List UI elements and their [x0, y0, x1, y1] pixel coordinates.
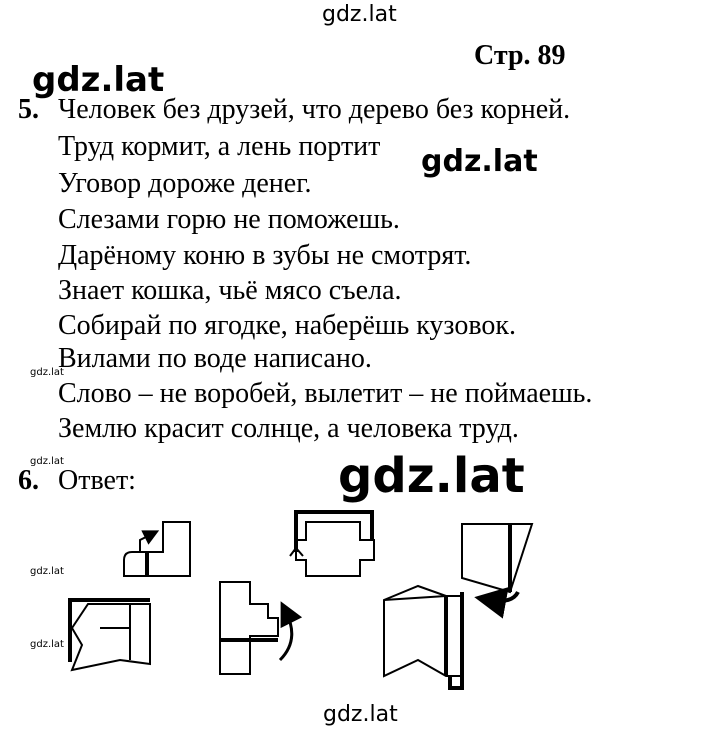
figure-2 [290, 512, 374, 576]
watermark-small-4: gdz.lat [30, 639, 64, 650]
watermark-bottom: gdz.lat [323, 702, 398, 727]
figure-6 [384, 586, 462, 688]
task6-answer-label: Ответ: [58, 465, 136, 496]
task5-line-10: Землю красит солнце, а человека труд. [58, 413, 519, 444]
watermark-small-2: gdz.lat [30, 456, 64, 467]
task5-line-9: Слово – не воробей, вылетит – не поймаешь. [58, 378, 593, 409]
task5-line-4: Слезами горю не поможешь. [58, 204, 400, 235]
task5-line-8: Вилами по воде написано. [58, 343, 372, 374]
figure-1 [124, 522, 190, 576]
watermark-small-3: gdz.lat [30, 566, 64, 577]
task5-line-6: Знает кошка, чьё мясо съела. [58, 275, 402, 306]
task5-line-2: Труд кормит, а лень портит [58, 131, 381, 162]
task5-line-7: Собирай по ягодке, наберёшь кузовок. [58, 310, 516, 341]
task5-line-5: Дарёному коню в зубы не смотрят. [58, 240, 472, 271]
figure-3 [462, 524, 532, 601]
watermark-top: gdz.lat [322, 2, 397, 27]
task5-number: 5. [18, 94, 39, 125]
page-title: Стр. 89 [474, 40, 566, 71]
watermark-small-1: gdz.lat [30, 367, 64, 378]
task5-line-3: Уговор дороже денег. [58, 168, 312, 199]
figure-5 [220, 582, 292, 674]
watermark-left: gdz.lat [32, 60, 165, 100]
watermark-large: gdz.lat [338, 448, 525, 504]
figure-4 [70, 600, 150, 670]
task6-number: 6. [18, 465, 39, 496]
task5-line-1: Человек без друзей, что дерево без корней. [58, 94, 571, 125]
watermark-right: gdz.lat [421, 144, 538, 179]
